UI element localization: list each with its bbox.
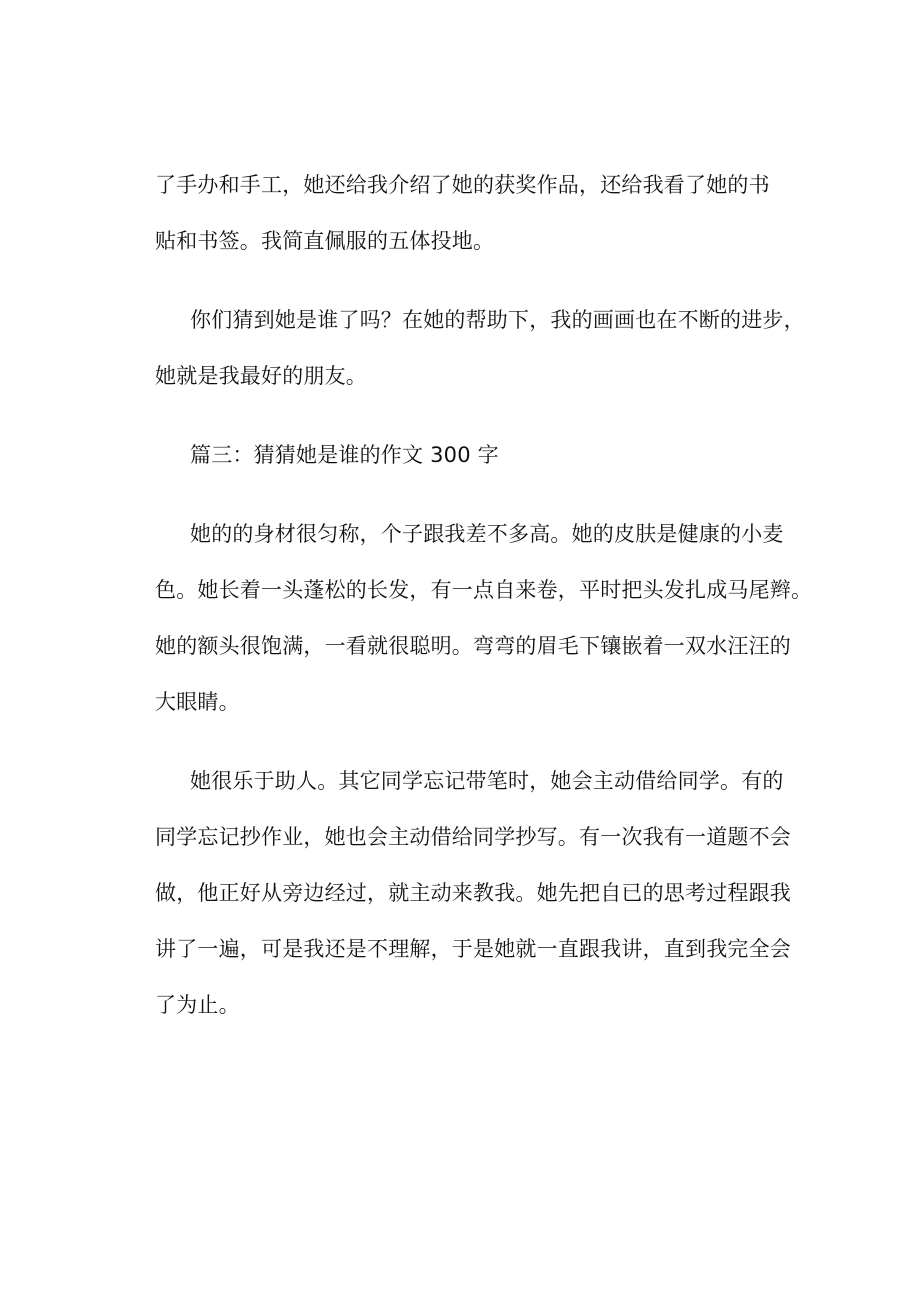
- paragraph-line: 了为止。: [155, 993, 240, 1017]
- paragraph-line: 她就是我最好的朋友。: [155, 364, 367, 388]
- paragraph-line: 了手办和手工，她还给我介绍了她的获奖作品，还给我看了她的书: [155, 173, 770, 197]
- paragraph-line: 讲了一遍，可是我还是不理解，于是她就一直跟我讲，直到我完全会: [155, 937, 791, 961]
- paragraph-line: 做，他正好从旁边经过，就主动来教我。她先把自已的思考过程跟我: [155, 881, 791, 905]
- paragraph-line: 你们猜到她是谁了吗？在她的帮助下，我的画画也在不断的进步，: [190, 308, 805, 332]
- paragraph-line: 同学忘记抄作业，她也会主动借给同学抄写。有一次我有一道题不会: [155, 825, 791, 849]
- paragraph-line: 她的的身材很匀称，个子跟我差不多高。她的皮肤是健康的小麦: [190, 522, 784, 546]
- section-heading: 篇三：猜猜她是谁的作文 300 字: [190, 443, 499, 467]
- paragraph-line: 她的额头很饱满，一看就很聪明。弯弯的眉毛下镶嵌着一双水汪汪的: [155, 634, 791, 658]
- paragraph-line: 大眼睛。: [155, 690, 240, 714]
- paragraph-line: 贴和书签。我简直佩服的五体投地。: [155, 229, 495, 253]
- paragraph-line: 色。她长着一头蓬松的长发，有一点自来卷，平时把头发扎成马尾辫。: [155, 578, 813, 602]
- paragraph-line: 她很乐于助人。其它同学忘记带笔时，她会主动借给同学。有的: [190, 769, 784, 793]
